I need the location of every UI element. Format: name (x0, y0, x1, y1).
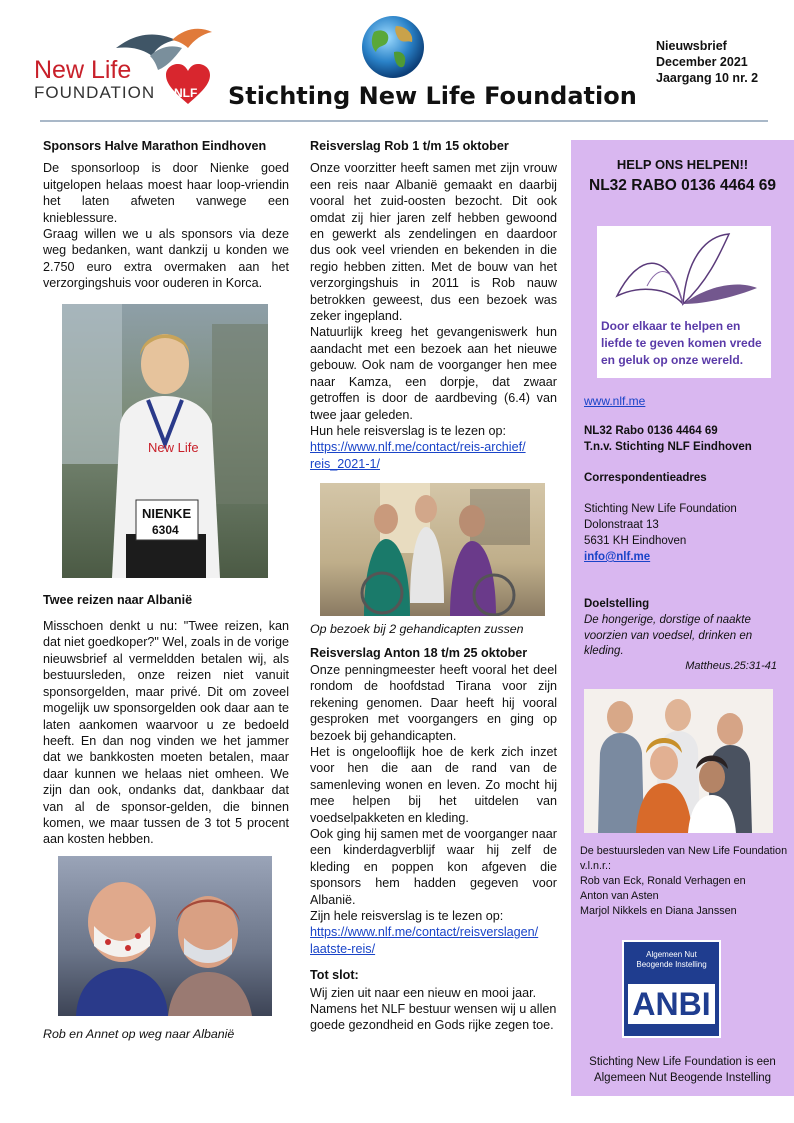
issue-date: December 2021 (656, 55, 748, 69)
goal-title: Doelstelling (584, 598, 650, 610)
anbi-statement: Stichting New Life Foundation is een Algemeen Nut Beogende Instelling (589, 1056, 776, 1084)
link-report-anton[interactable]: https://www.nlf.me/contact/reisverslagen/ laatste-reis/ (310, 925, 539, 956)
photo-runner (62, 304, 268, 578)
photo-board-members (584, 689, 773, 833)
anbi-small-line2: Beogende Instelling (636, 960, 707, 969)
website-link[interactable]: www.nlf.me (584, 394, 646, 408)
paragraph-two-trips: Misschoen denkt u nu: "Twee reizen, kan dat niet goedkoper?" Wel, zoals in de vorige nieuwsbrief al vermeldden betalen wij, als bestuursleden, onze reizen niet vanuit sponsorgelden, maar privé. Dit om zoveel mogelijk uw sponsorgelden ook daar aan te laten aankomen waarvoor u ze bedoeld heeft. En dan nog vinden we het jammer dat we bankkosten moeten betalen, maar daar kunnen we helaas niet omheen. We zijn dan ook, ondanks dat, dankbaar dat van al de sponsor-gelden, die binnen komen, we maar tussen de 3 tot 5 procent aan kosten hebben. (43, 619, 289, 847)
donation-iban: NL32 RABO 0136 4464 69 (589, 177, 776, 194)
globe-icon (360, 14, 426, 80)
bib-number: 6304 (152, 522, 179, 537)
address-line-1: Stichting New Life Foundation (584, 503, 737, 515)
logo-badge-text: NLF (174, 86, 198, 100)
photo-rob-annet (58, 856, 272, 1016)
heading-report-rob: Reisverslag Rob 1 t/m 15 oktober (310, 139, 509, 153)
goal-text: De hongerige, dorstige of naakte voorzien van voedsel, drinken en kleding. (584, 614, 753, 657)
heading-two-trips: Twee reizen naar Albanië (43, 592, 193, 607)
runner-illustration (62, 304, 268, 578)
visit-illustration (320, 483, 545, 616)
issue-volume: Jaargang 10 nr. 2 (656, 71, 759, 85)
column-left (43, 138, 289, 1042)
lotus-icon (597, 226, 771, 316)
lotus-motto-image (597, 226, 771, 378)
heading-report-anton: Reisverslag Anton 18 t/m 25 oktober (310, 645, 528, 660)
logo-wordmark-line2: FOUNDATION (34, 83, 156, 102)
sidebar (571, 140, 794, 1096)
heading-closing: Tot slot: (310, 968, 359, 983)
shirt-text: New Life (148, 439, 199, 455)
correspondence-title: Correspondentieadres (584, 472, 707, 484)
paragraph-rob-2: Natuurlijk kreeg het gevangeniswerk hun aandacht met een bezoek aan het nieuwe gebouw. Ook nam de voorganger hen mee naar Kamza, een dorpje, dat zwaar getroffen is door de aardbeving (6.4) van twee jaar geleden. (310, 325, 557, 422)
anbi-small-line1: Algemeen Nut (646, 950, 697, 959)
paragraph-rob-3: Hun hele reisverslag is te lezen op: (310, 423, 507, 438)
foundation-logo (34, 26, 224, 106)
paragraph-marathon-1: De sponsorloop is door Nienke goed uitgelopen helaas moest haar loop-vriendin het laten afweten vanwege een knieblessure. (43, 161, 289, 225)
logo-wordmark-line1: New Life (34, 56, 132, 84)
address-line-2: Dolonstraat 13 (584, 519, 659, 531)
caption-rob-annet: Rob en Annet op weg naar Albanië (43, 1026, 235, 1041)
column-middle (310, 138, 557, 1034)
plane-selfie-illustration (58, 856, 272, 1016)
issue-label: Nieuwsbrief (656, 39, 727, 53)
board-illustration (584, 689, 773, 833)
paragraph-anton-4: Zijn hele reisverslag is te lezen op: (310, 909, 504, 924)
link-report-rob[interactable]: https://www.nlf.me/contact/reis-archief/ reis_2021-1/ (310, 440, 526, 471)
caption-visit-sisters: Op bezoek bij 2 gehandicapten zussen (310, 622, 524, 637)
paragraph-anton-1: Onze penningmeester heeft vooral het deel rondom de hoofdstad Tirana voor zijn rekening genomen. Daar heeft hij vooral gesproken met voorgangers en ging op bezoek bij gehandicapten. (310, 662, 557, 743)
goal-reference: Mattheus.25:31-41 (685, 660, 777, 672)
heading-marathon: Sponsors Halve Marathon Eindhoven (43, 139, 267, 153)
board-caption: De bestuursleden van New Life Foundation v.l.n.r.: Rob van Eck, Ronald Verhagen en Anton van Asten Marjol Nikkels en Diana Janssen (580, 845, 788, 917)
paragraph-anton-2: Het is ongelooflijk hoe de kerk zich inzet voor hen die aan de rand van de samenleving wonen en leven. Zo mocht hij mee helpen bij het uitdelen van voedselpakketen en kleding. (310, 744, 557, 825)
help-callout: HELP ONS HELPEN!! (616, 157, 749, 172)
page-title: Stichting New Life Foundation (228, 82, 637, 110)
paragraph-anton-3: Ook ging hij samen met de voorganger naar een kinderdagverblijf waar hij zelf de kleding en poppen kon afgeven die sponsors hem hadden gegeven voor Albanië. (310, 827, 557, 907)
photo-visit-sisters (320, 483, 545, 616)
paragraph-marathon-2: Graag willen we u als sponsors via deze weg bedanken, want dankzij u konden we 2.750 euro extra overmaken aan het verzorgingshuis voor ouderen in Korca. (43, 227, 289, 291)
paragraph-rob-1: Onze voorzitter heeft samen met zijn vrouw een reis naar Albanië gemaakt en daarbij vooral het zuid-oosten bezocht. Dit ook omdat zij hier jaren zelf hebben gewoond en gewerkt als zendelingen en daardoor dus ook veel vrienden en bekenden in die regio hebben zitten. Met de bouw van het verzorgingshuis in 2011 is Rob nauw betrokken geweest, dus een bezoek was zeker ingepland. (310, 161, 557, 324)
bib-name: NIENKE (142, 505, 192, 521)
header-divider (40, 120, 768, 122)
email-link[interactable]: info@nlf.me (584, 551, 651, 563)
paragraph-closing: Wij zien uit naar een nieuw en mooi jaar. Namens het NLF bestuur wensen wij u allen goede gezondheid en Gods rijke zegen toe. (310, 985, 557, 1033)
anbi-logo (622, 940, 721, 1038)
bank-account-holder: T.n.v. Stichting NLF Eindhoven (584, 441, 752, 453)
motto-text: Door elkaar te helpen en liefde te geven komen vrede en geluk op onze wereld. (601, 319, 762, 367)
anbi-wordmark: ANBI (628, 984, 715, 1024)
issue-info (656, 38, 758, 86)
bank-account: NL32 Rabo 0136 4464 69 (584, 425, 718, 437)
address-line-3: 5631 KH Eindhoven (584, 535, 687, 547)
